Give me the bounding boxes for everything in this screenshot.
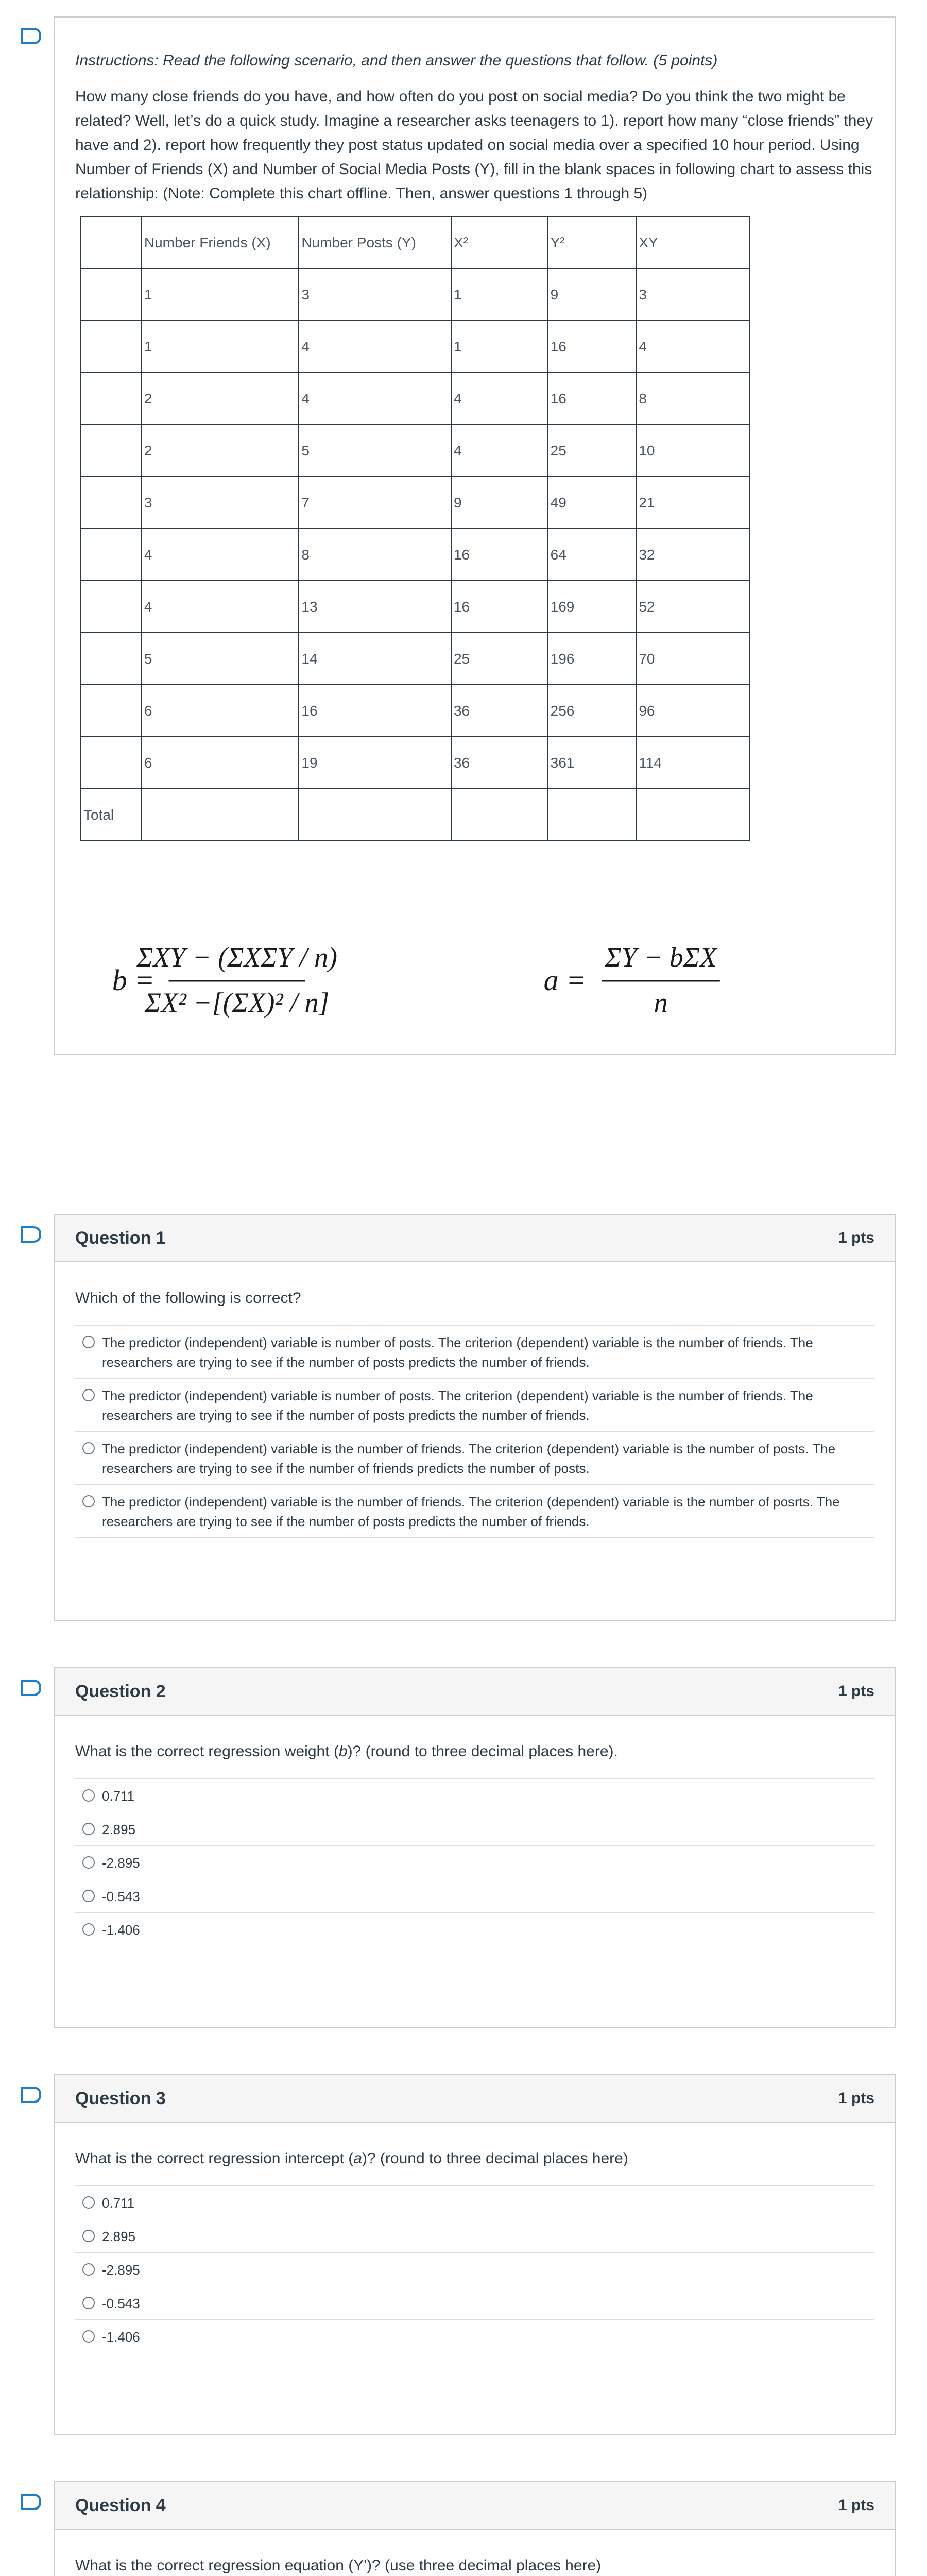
formula-a [544, 942, 720, 1018]
answer-option-label[interactable]: -1.406 [102, 1922, 140, 1938]
table-cell: 1 [451, 268, 548, 320]
answer-option[interactable] [75, 2219, 874, 2253]
question-text [55, 1740, 895, 1763]
table-cell: 4 [142, 581, 299, 633]
table-cell: 49 [548, 477, 637, 529]
question-text-var: b [338, 1743, 348, 1760]
table-cell: 16 [299, 685, 451, 737]
question-2-card [54, 1667, 896, 2028]
question-title: Question 3 [75, 2088, 166, 2108]
answer-option-label[interactable]: -2.895 [102, 1855, 140, 1871]
answer-option-label[interactable]: The predictor (independent) variable is the number of friends. The criterion (dependent) variable is the number of posrts. The researchers are trying to see if the number of posts predicts the number of friends. [102, 1494, 840, 1529]
table-cell: 6 [142, 685, 299, 737]
table-cell: 14 [299, 633, 451, 685]
table-cell: 25 [548, 425, 637, 477]
radio-button[interactable] [82, 1495, 95, 1507]
radio-button[interactable] [82, 1890, 95, 1902]
scenario-text: How many close friends do you have, and how often do you post on social media? Do you think the two might be related? Well, let’s do a quick study. Imagine a researcher asks teenagers to 1). report how many “close friends” they have and 2). report how frequently they post status updated on social media over a specified 10 hour period. Using Number of Friends (X) and Number of Social Media Posts (Y), fill in the blank spaces in following chart to assess this relationship: (Note: Complete this chart offline. Then, answer questions 1 through 5) [75, 88, 873, 202]
answer-option-label[interactable]: The predictor (independent) variable is number of posts. The criterion (dependent) variable is the number of friends. The researchers are trying to see if the number of posts predicts the number of friends. [102, 1335, 813, 1370]
question-points: 1 pts [838, 2497, 874, 2514]
table-cell: 19 [299, 737, 451, 789]
table-cell: 9 [451, 477, 548, 529]
table-cell: 7 [299, 477, 451, 529]
table-cell: 96 [636, 685, 749, 737]
answer-option-label[interactable]: 2.895 [102, 1822, 136, 1837]
regression-formulas [55, 935, 895, 1027]
radio-button[interactable] [82, 2196, 95, 2209]
table-row [81, 372, 749, 425]
table-cell: 4 [142, 529, 299, 581]
table-cell: 36 [451, 685, 548, 737]
answer-option[interactable] [75, 1485, 874, 1538]
table-cell: 52 [636, 581, 749, 633]
table-cell: 4 [451, 425, 548, 477]
question-title: Question 1 [75, 1228, 166, 1248]
answer-options [75, 1325, 874, 1538]
table-cell [81, 268, 142, 320]
table-cell: 4 [451, 372, 548, 425]
table-cell: 16 [451, 581, 548, 633]
question-points: 1 pts [838, 1229, 874, 1246]
table-cell: 25 [451, 633, 548, 685]
table-cell: 3 [299, 268, 451, 320]
table-cell: 169 [548, 581, 637, 633]
radio-button[interactable] [82, 1389, 95, 1401]
formula-a-denominator: n [654, 987, 668, 1018]
answer-option[interactable] [75, 1913, 874, 1946]
radio-button[interactable] [82, 2297, 95, 2309]
question-header [55, 1215, 895, 1262]
bookmark-icon[interactable] [20, 1679, 42, 1697]
radio-button[interactable] [82, 1856, 95, 1869]
table-row [81, 633, 749, 685]
question-1-card [54, 1214, 896, 1621]
table-cell: 10 [636, 425, 749, 477]
table-cell: 16 [548, 320, 637, 372]
table-row [81, 685, 749, 737]
table-cell: 16 [548, 372, 637, 425]
table-cell: 64 [548, 529, 637, 581]
table-header-cell: Number Friends (X) [142, 216, 299, 268]
table-header-cell: X² [451, 216, 548, 268]
table-cell: 4 [299, 372, 451, 425]
table-cell: 2 [142, 372, 299, 425]
question-4-card [54, 2481, 896, 2576]
answer-options [75, 1778, 874, 1946]
answer-options [75, 2185, 874, 2353]
table-cell [81, 320, 142, 372]
total-cell[interactable] [299, 789, 451, 841]
table-row [81, 320, 749, 372]
question-text: Which of the following is correct? [75, 1290, 301, 1307]
question-text [55, 2147, 895, 2170]
radio-button[interactable] [82, 1336, 95, 1348]
table-row [81, 737, 749, 789]
answer-option-label[interactable]: -1.406 [102, 2329, 140, 2345]
table-cell: 16 [451, 529, 548, 581]
total-cell[interactable] [636, 789, 749, 841]
question-3-card [54, 2074, 896, 2435]
radio-button[interactable] [82, 1789, 95, 1802]
table-cell: 361 [548, 737, 637, 789]
question-header [55, 1668, 895, 1716]
table-header-cell [81, 216, 142, 268]
question-text-var: a [353, 2150, 362, 2167]
total-cell[interactable] [142, 789, 299, 841]
table-cell: 6 [142, 737, 299, 789]
table-cell: 8 [636, 372, 749, 425]
table-header-cell: XY [636, 216, 749, 268]
table-cell: 32 [636, 529, 749, 581]
answer-option[interactable] [75, 1379, 874, 1432]
answer-option[interactable] [75, 1879, 874, 1913]
question-points: 1 pts [838, 2090, 874, 2107]
answer-option-label[interactable]: 0.711 [102, 1788, 135, 1804]
question-title: Question 4 [75, 2495, 166, 2515]
radio-button[interactable] [82, 2263, 95, 2276]
answer-option-label[interactable]: -2.895 [102, 2262, 140, 2278]
answer-option[interactable] [75, 1846, 874, 1879]
answer-option[interactable] [75, 2253, 874, 2286]
formula-a-numerator: ΣY − bΣX [605, 942, 717, 973]
answer-option[interactable] [75, 2286, 874, 2320]
table-cell: 196 [548, 633, 637, 685]
table-cell: 256 [548, 685, 637, 737]
question-title: Question 2 [75, 1681, 166, 1701]
question-text-start: What is the correct regression weight ( [75, 1743, 339, 1760]
table-row [81, 529, 749, 581]
total-cell[interactable] [451, 789, 548, 841]
table-cell [81, 633, 142, 685]
radio-button[interactable] [82, 1442, 95, 1454]
answer-option[interactable] [75, 1812, 874, 1846]
table-row [81, 477, 749, 529]
instructions-text: Instructions: Read the following scenario, and then answer the questions that follow. (5 points) [75, 52, 718, 69]
answer-option-label[interactable]: 0.711 [102, 2195, 135, 2211]
radio-button[interactable] [82, 2230, 95, 2242]
data-table [80, 216, 750, 841]
table-cell: 4 [636, 320, 749, 372]
table-total-row [81, 789, 749, 841]
table-cell [81, 685, 142, 737]
question-text-end: )? (round to three decimal places here). [347, 1743, 618, 1760]
table-row [81, 425, 749, 477]
question-header [55, 2075, 895, 2123]
table-row [81, 268, 749, 320]
formula-b-lhs: b = [112, 963, 155, 997]
question-text: What is the correct regression equation (Y')? (use three decimal places here) [75, 2557, 602, 2574]
table-cell: 36 [451, 737, 548, 789]
bookmark-icon[interactable] [20, 27, 42, 45]
table-cell: 70 [636, 633, 749, 685]
total-cell[interactable] [548, 789, 637, 841]
answer-option-label[interactable]: -0.543 [102, 2296, 140, 2311]
formula-b [112, 942, 337, 1018]
answer-option[interactable] [75, 2320, 874, 2353]
formula-a-lhs: a = [543, 963, 587, 997]
answer-option[interactable] [75, 1432, 874, 1485]
radio-button[interactable] [82, 2330, 95, 2343]
bookmark-icon[interactable] [20, 2086, 42, 2104]
table-cell: 4 [299, 320, 451, 372]
table-cell: 3 [142, 477, 299, 529]
table-header-cell: Number Posts (Y) [299, 216, 451, 268]
total-label: Total [81, 789, 142, 841]
table-cell [81, 477, 142, 529]
answer-option[interactable] [75, 1326, 874, 1379]
table-header-row [81, 216, 749, 268]
table-cell: 9 [548, 268, 637, 320]
formula-b-denominator: ΣX² −[(ΣX)² / n] [144, 987, 330, 1018]
answer-option-label[interactable]: 2.895 [102, 2229, 136, 2244]
table-cell: 2 [142, 425, 299, 477]
table-cell [81, 581, 142, 633]
table-cell: 13 [299, 581, 451, 633]
question-header [55, 2482, 895, 2530]
answer-option-label[interactable]: The predictor (independent) variable is number of posts. The criterion (dependent) variable is the number of friends. The researchers are trying to see if the number of posts predicts the number of friends. [102, 1388, 813, 1423]
question-points: 1 pts [838, 1683, 874, 1700]
answer-option[interactable] [75, 2186, 874, 2219]
table-cell [81, 425, 142, 477]
table-cell [81, 737, 142, 789]
answer-option-label[interactable]: The predictor (independent) variable is the number of friends. The criterion (dependent) variable is the number of posts. The researchers are trying to see if the number of friends predicts the number of posts. [102, 1441, 836, 1476]
table-row [81, 581, 749, 633]
bookmark-icon[interactable] [20, 2493, 42, 2511]
table-cell [81, 529, 142, 581]
radio-button[interactable] [82, 1823, 95, 1835]
scenario-card [54, 16, 896, 1055]
radio-button[interactable] [82, 1923, 95, 1936]
question-text-start: What is the correct regression intercept ( [75, 2150, 354, 2167]
table-cell: 1 [142, 320, 299, 372]
table-cell: 3 [636, 268, 749, 320]
table-cell [81, 372, 142, 425]
table-cell: 5 [299, 425, 451, 477]
bookmark-icon[interactable] [20, 1225, 42, 1244]
table-cell: 1 [451, 320, 548, 372]
table-cell: 114 [636, 737, 749, 789]
question-text-end: )? (round to three decimal places here) [362, 2150, 628, 2167]
table-cell: 21 [636, 477, 749, 529]
table-header-cell: Y² [548, 216, 637, 268]
table-cell: 8 [299, 529, 451, 581]
table-cell: 1 [142, 268, 299, 320]
answer-option[interactable] [75, 1779, 874, 1812]
answer-option-label[interactable]: -0.543 [102, 1889, 140, 1904]
formula-b-numerator: ΣXY − (ΣXΣY / n) [136, 942, 337, 973]
table-cell: 5 [142, 633, 299, 685]
